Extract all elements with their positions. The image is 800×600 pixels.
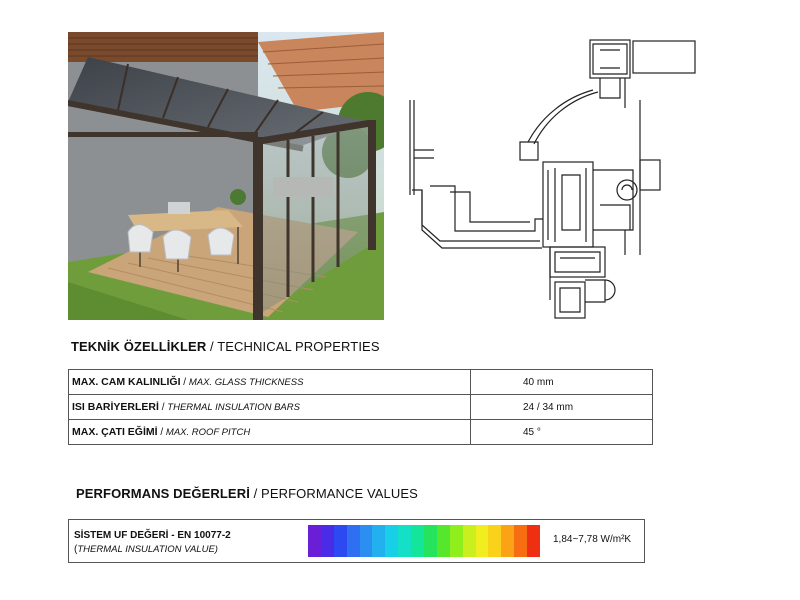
technical-title-en: TECHNICAL PROPERTIES bbox=[217, 339, 380, 354]
spectrum-swatch bbox=[450, 525, 463, 557]
property-label-tr: MAX. CAM KALINLIĞI bbox=[72, 376, 181, 388]
property-label-tr: MAX. ÇATI EĞİMİ bbox=[72, 426, 158, 438]
uf-value: 1,84~7,78 W/m²K bbox=[553, 534, 632, 545]
table-row bbox=[69, 395, 653, 420]
property-label: MAX. ÇATI EĞİMİ / MAX. ROOF PITCH bbox=[69, 420, 471, 445]
spectrum-swatch bbox=[514, 525, 527, 557]
spectrum-swatch bbox=[424, 525, 437, 557]
profile-section-drawing bbox=[400, 30, 700, 330]
property-label: ISI BARİYERLERİ / THERMAL INSULATION BARS bbox=[69, 395, 471, 420]
table-row bbox=[69, 420, 653, 445]
property-label-en: MAX. ROOF PITCH bbox=[165, 427, 251, 438]
spectrum-swatch bbox=[321, 525, 334, 557]
performance-title-en: PERFORMANCE VALUES bbox=[261, 486, 418, 501]
uf-label-en-open: ( bbox=[74, 544, 78, 555]
spectrum-swatch bbox=[437, 525, 450, 557]
uf-label-tr: SİSTEM UF DEĞERİ - EN 10077-2 bbox=[74, 530, 231, 541]
property-value: 45 ° bbox=[471, 420, 653, 445]
uf-label bbox=[74, 529, 231, 557]
uf-label-en-line bbox=[74, 543, 231, 557]
spectrum-swatch bbox=[527, 525, 540, 557]
technical-properties-heading bbox=[71, 339, 380, 354]
property-value: 24 / 34 mm bbox=[471, 395, 653, 420]
property-value: 40 mm bbox=[471, 370, 653, 395]
spectrum-swatch bbox=[476, 525, 489, 557]
performance-values-heading bbox=[76, 486, 418, 501]
spectrum-swatch bbox=[347, 525, 360, 557]
performance-box bbox=[68, 519, 645, 563]
spectrum-swatch bbox=[398, 525, 411, 557]
technical-properties-table bbox=[68, 369, 653, 445]
spectrum-swatch bbox=[334, 525, 347, 557]
performance-title-sep: / bbox=[249, 486, 262, 501]
thermal-spectrum-scale bbox=[308, 525, 540, 557]
spectrum-swatch bbox=[488, 525, 501, 557]
spectrum-swatch bbox=[308, 525, 321, 557]
spectrum-swatch bbox=[372, 525, 385, 557]
property-label-en: THERMAL INSULATION BARS bbox=[167, 402, 300, 413]
spectrum-swatch bbox=[463, 525, 476, 557]
technical-title-sep: / bbox=[206, 339, 218, 354]
table-row bbox=[69, 370, 653, 395]
spectrum-swatch bbox=[360, 525, 373, 557]
property-label-en: MAX. GLASS THICKNESS bbox=[188, 377, 304, 388]
property-label: MAX. CAM KALINLIĞI / MAX. GLASS THICKNESS bbox=[69, 370, 471, 395]
spectrum-swatch bbox=[501, 525, 514, 557]
spectrum-swatch bbox=[411, 525, 424, 557]
performance-title-tr: PERFORMANS DEĞERLERİ bbox=[76, 486, 250, 501]
uf-label-en: THERMAL INSULATION VALUE) bbox=[77, 544, 218, 555]
conservatory-photo bbox=[68, 32, 384, 320]
property-label-tr: ISI BARİYERLERİ bbox=[72, 401, 159, 413]
spectrum-swatch bbox=[385, 525, 398, 557]
technical-title-tr: TEKNİK ÖZELLİKLER bbox=[71, 339, 207, 354]
